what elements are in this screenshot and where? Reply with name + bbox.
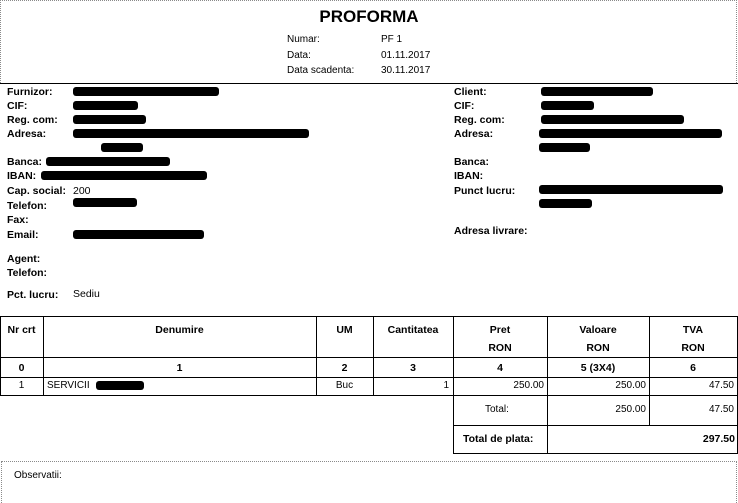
scadenta-label: Data scadenta:	[287, 65, 355, 76]
redaction-adresa-line1	[73, 129, 309, 138]
adresalivrare-label: Adresa livrare:	[454, 225, 528, 237]
iban-label: IBAN:	[7, 170, 37, 182]
table-index-bottom	[0, 377, 738, 378]
row-nr: 1	[18, 380, 25, 391]
row-um: Buc	[335, 380, 354, 391]
redaction-punctlucru-line2	[539, 199, 592, 208]
redaction-iban	[41, 171, 207, 180]
header-nrcrt: Nr crt	[7, 324, 36, 336]
header-tva: TVA	[682, 324, 704, 336]
redaction-furnizor	[73, 87, 219, 96]
client-adresa-label: Adresa:	[454, 128, 494, 140]
client-regcom-label: Reg. com:	[454, 114, 505, 126]
total-plata-value: 297.50	[702, 433, 735, 445]
scadenta-value: 30.11.2017	[381, 65, 431, 76]
header-um: UM	[336, 324, 353, 336]
client-banca-label: Banca:	[454, 156, 490, 168]
numar-value: PF 1	[381, 34, 403, 45]
data-label: Data:	[287, 50, 311, 61]
index-cell-3: 3	[410, 362, 416, 374]
observatii-box	[1, 461, 737, 503]
total-plata-label: Total de plata:	[463, 433, 534, 445]
total-plata-bottom	[453, 453, 738, 454]
agent-telefon-label: Telefon:	[7, 267, 48, 279]
data-value: 01.11.2017	[381, 50, 431, 61]
telefon-label: Telefon:	[7, 200, 48, 212]
email-label: Email:	[7, 229, 39, 241]
punctlucru-label: Punct lucru:	[454, 185, 516, 197]
redaction-client-regcom	[541, 115, 684, 124]
row-tva: 47.50	[708, 380, 734, 391]
client-cif-label: CIF:	[454, 100, 475, 112]
banca-label: Banca:	[7, 156, 43, 168]
header-denumire: Denumire	[155, 324, 204, 336]
client-iban-label: IBAN:	[454, 170, 484, 182]
index-cell-2: 2	[341, 362, 348, 374]
index-cell-0: 0	[18, 362, 25, 374]
regcom-label: Reg. com:	[7, 114, 58, 126]
document-title: PROFORMA	[319, 7, 419, 26]
observatii-label: Observatii:	[14, 470, 62, 481]
table-top-border	[0, 316, 738, 317]
redaction-banca	[46, 157, 170, 166]
redaction-client	[541, 87, 653, 96]
index-cell-6: 6	[690, 362, 696, 374]
total-label: Total:	[485, 404, 509, 415]
header-valoare-unit: RON	[586, 342, 610, 354]
capsocial-value: 200	[73, 185, 91, 197]
redaction-telefon	[73, 198, 137, 207]
redaction-adresa-line2	[101, 143, 143, 152]
redaction-cif	[73, 101, 138, 110]
redaction-punctlucru-line1	[539, 185, 723, 194]
row-valoare: 250.00	[615, 380, 646, 391]
redaction-client-cif	[541, 101, 594, 110]
redaction-client-adresa-line1	[539, 129, 722, 138]
header-cantitatea: Cantitatea	[387, 324, 439, 336]
cif-label: CIF:	[7, 100, 28, 112]
capsocial-label: Cap. social:	[7, 185, 66, 197]
header-pret: Pret	[489, 324, 511, 336]
adresa-label: Adresa:	[7, 128, 47, 140]
fax-label: Fax:	[7, 214, 29, 226]
pctlucru-label: Pct. lucru:	[7, 289, 59, 301]
header-divider	[0, 83, 738, 84]
pctlucru-value: Sediu	[73, 288, 100, 300]
index-cell-1: 1	[176, 362, 183, 374]
numar-label: Numar:	[287, 34, 320, 45]
total-row-bottom	[453, 425, 738, 426]
total-tva: 47.50	[708, 404, 734, 415]
redaction-email	[73, 230, 204, 239]
row-pret: 250.00	[513, 380, 544, 391]
row-denumire: SERVICII	[47, 380, 90, 391]
header-tva-unit: RON	[681, 342, 705, 354]
row-cantitate: 1	[443, 380, 449, 391]
index-cell-4: 4	[497, 362, 503, 374]
index-cell-5: 5 (3X4)	[580, 362, 616, 374]
client-label: Client:	[454, 86, 487, 98]
table-header-bottom	[0, 357, 738, 358]
redaction-denumire	[96, 381, 144, 390]
table-row-bottom	[0, 395, 738, 396]
header-pret-unit: RON	[488, 342, 512, 354]
header-valoare: Valoare	[579, 324, 617, 336]
redaction-regcom	[73, 115, 146, 124]
agent-label: Agent:	[7, 253, 41, 265]
furnizor-label: Furnizor:	[7, 86, 53, 98]
total-valoare: 250.00	[615, 404, 646, 415]
redaction-client-adresa-line2	[539, 143, 590, 152]
